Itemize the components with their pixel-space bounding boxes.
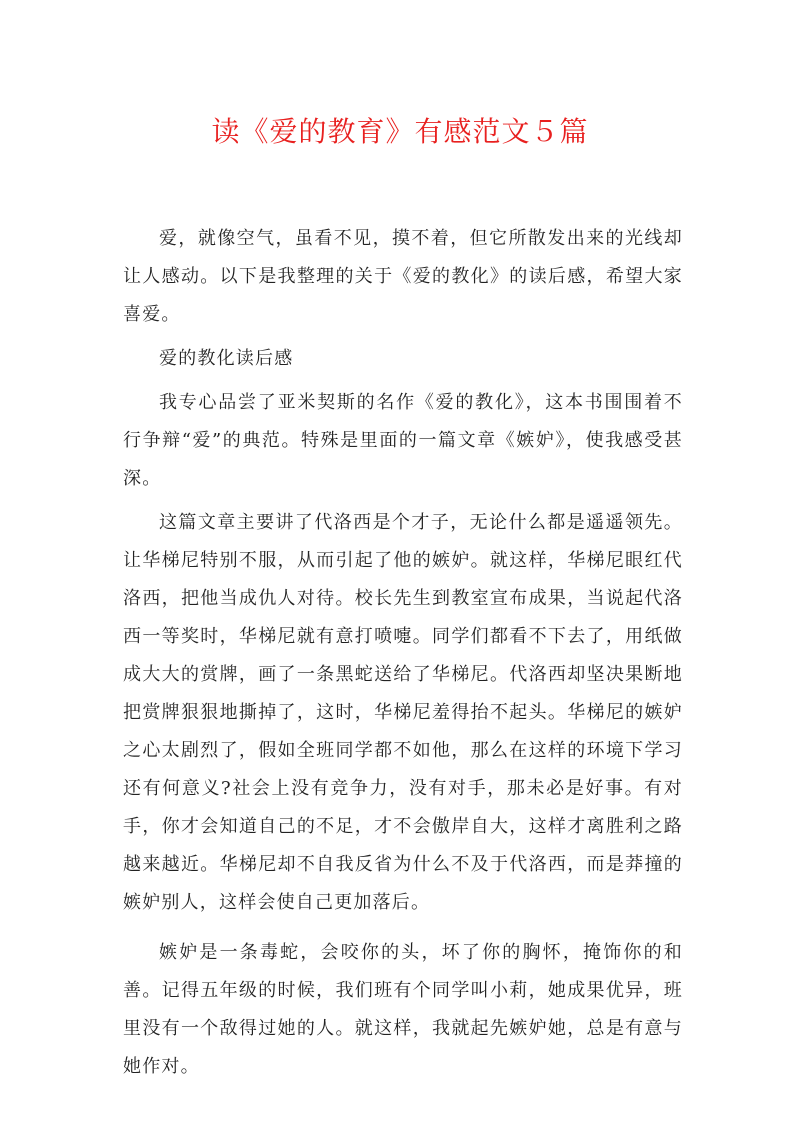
article-body (123, 220, 683, 1092)
body-paragraph: 这篇文章主要讲了代洛西是个才子，无论什么都是遥遥领先。让华梯尼特别不服，从而引起了他的嫉妒。就这样，华梯尼眼红代洛西，把他当成仇人对待。校长先生到教室宣布成果，当说起代洛西一等奖时，华梯尼就有意打喷嚏。同学们都看不下去了，用纸做成大大的赏牌，画了一条黑蛇送给了华梯尼。代洛西却坚决果断地把赏牌狠狠地撕掉了，这时，华梯尼羞得抬不起头。华梯尼的嫉妒之心太剧烈了，假如全班同学都不如他，那么在这样的环境下学习还有何意义?社会上没有竞争力，没有对手，那未必是好事。有对手，你才会知道自己的不足，才不会傲岸自大，这样才离胜利之路越来越近。华梯尼却不自我反省为什么不及于代洛西，而是莽撞的嫉妒别人，这样会使自己更加落后。 (123, 512, 683, 913)
body-paragraph: 嫉妒是一条毒蛇，会咬你的头，坏了你的胸怀，掩饰你的和善。记得五年级的时候，我们班有个同学叫小莉，她成果优异，班里没有一个敌得过她的人。就这样，我就起先嫉妒她，总是有意与她作对。 (123, 942, 683, 1077)
intro-paragraph: 爱，就像空气，虽看不见，摸不着，但它所散发出来的光线却让人感动。以下是我整理的关于《爱的教化》的读后感，希望大家喜爱。 (123, 228, 683, 325)
section-heading: 爱的教化读后感 (159, 348, 294, 369)
body-paragraph: 我专心品尝了亚米契斯的名作《爱的教化》，这本书围围着不行争辩“爱”的典范。特殊是里面的一篇文章《嫉妒》，使我感受甚深。 (123, 392, 683, 489)
page-title: 读《爱的教育》有感范文５篇 (211, 115, 589, 148)
